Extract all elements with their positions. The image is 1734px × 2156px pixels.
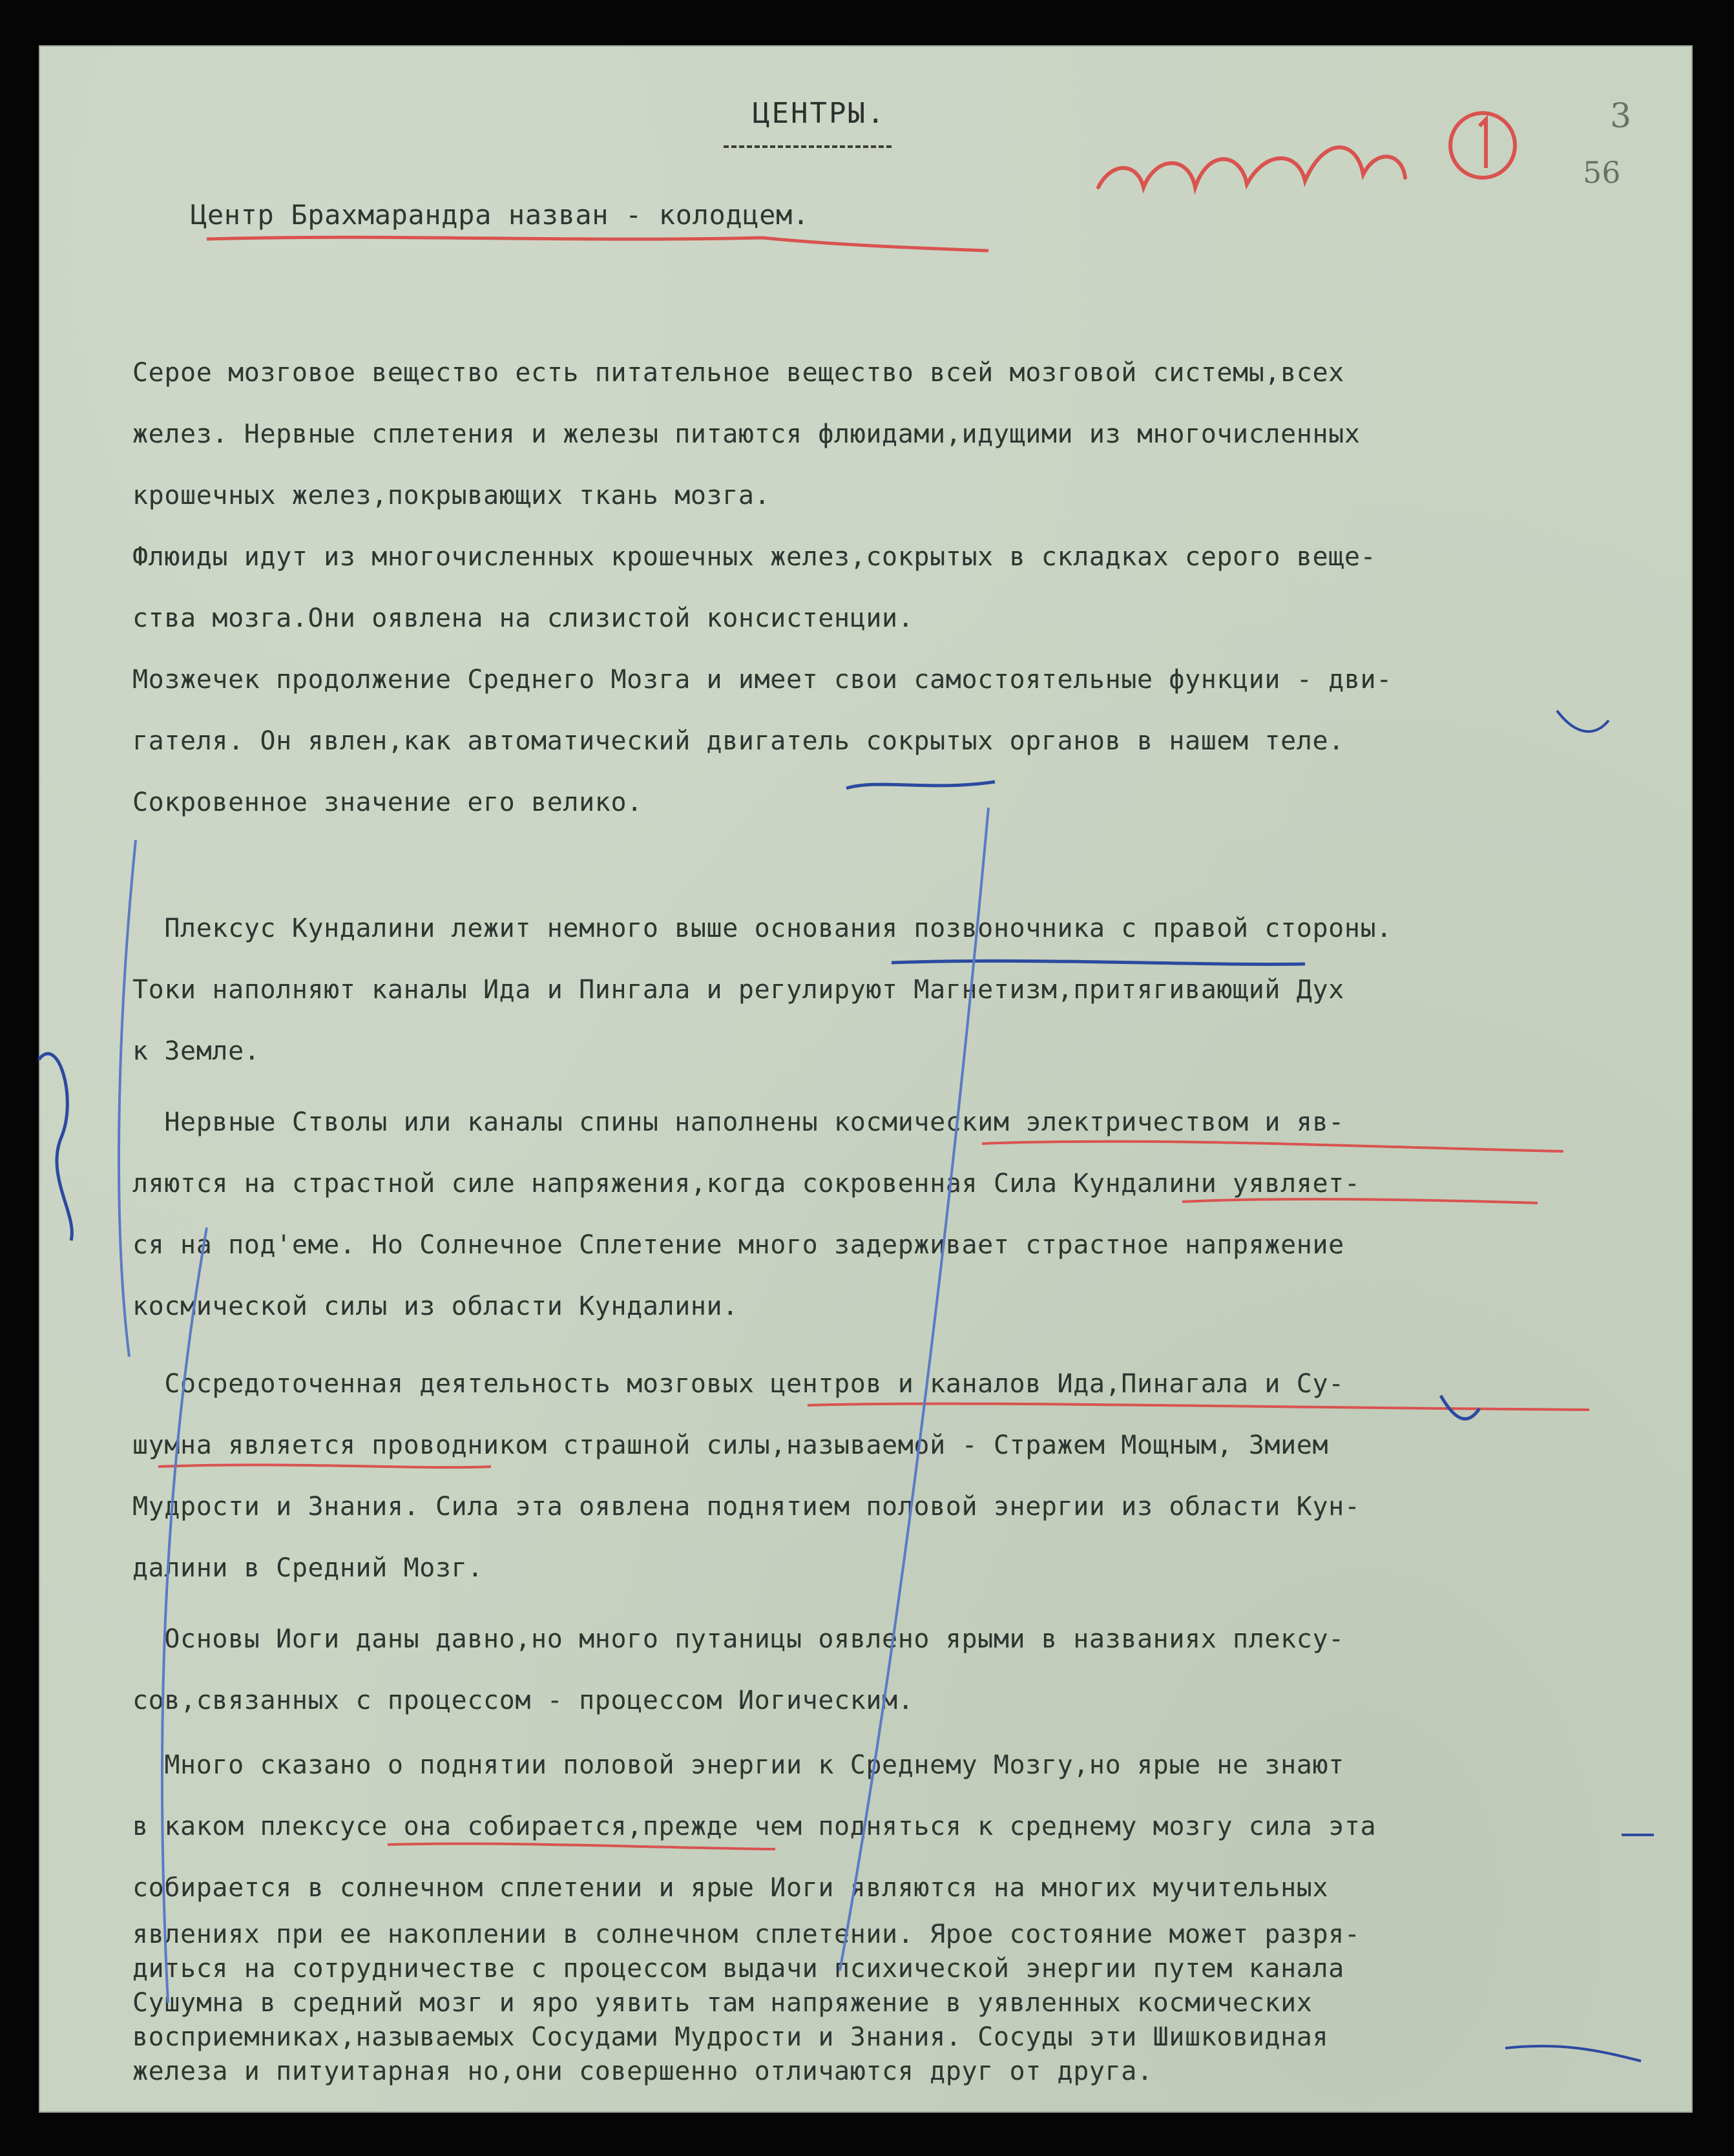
text-line: космической силы из области Кундалини.	[132, 1292, 738, 1321]
text-line: шумна является проводником страшной силы,называемой - Стражем Мощным, Змием	[132, 1430, 1329, 1460]
text-line: Токи наполняют каналы Ида и Пингала и регулируют Магнетизм,притягивающий Дух	[132, 975, 1344, 1005]
text-line: в каком плексусе она собирается,прежде чем подняться к среднему мозгу сила эта	[132, 1812, 1377, 1841]
text-line: ся на под'еме. Но Солнечное Сплетение много задерживает страстное напряжение	[132, 1230, 1344, 1260]
corner-mark: 3	[1610, 97, 1632, 136]
text-line: ства мозга.Они оявлена на слизистой консистенции.	[132, 603, 914, 633]
text-line: Сушумна в средний мозг и яро уявить там напряжение в уявленных космических	[132, 1988, 1313, 2018]
text-line: Сокровенное значение его велико.	[132, 788, 643, 817]
text-line: Плексус Кундалини лежит немного выше основания позвоночника с правой стороны.	[132, 914, 1392, 943]
text-line: ляются на страстной силе напряжения,когда сокровенная Сила Кундалини уявляет-	[132, 1169, 1361, 1198]
text-line: Много сказано о поднятии половой энергии к Среднему Мозгу,но ярые не знают	[132, 1750, 1344, 1780]
text-line: Основы Иоги даны давно,но много путаницы оявлено ярыми в названиях плексу-	[132, 1624, 1344, 1654]
page-title: ЦЕНТРЫ.	[753, 97, 886, 130]
subtitle-line: Центр Брахмарандра назван - колодцем.	[191, 199, 810, 231]
text-line: Флюиды идут из многочисленных крошечных желез,сокрытых в складках серого веще-	[132, 542, 1377, 572]
paragraph-1	[132, 281, 1638, 895]
text-line: Сосредоточенная деятельность мозговых центров и каналов Ида,Пинагала и Су-	[132, 1369, 1344, 1399]
text-line: собирается в солнечном сплетении и ярые Иоги являются на многих мучительных	[132, 1873, 1329, 1903]
text-line: восприемниках,называемых Сосудами Мудрости и Знания. Сосуды эти Шишковидная	[132, 2022, 1329, 2052]
text-line: Нервные Стволы или каналы спины наполнены космическим электричеством и яв-	[132, 1107, 1344, 1137]
title-underline	[724, 145, 892, 148]
text-line: диться на сотрудничестве с процессом выдачи психической энергии путем канала	[132, 1954, 1344, 1983]
text-line: к Земле.	[132, 1036, 260, 1066]
text-line: Серое мозговое вещество есть питательное вещество всей мозговой системы,всех	[132, 358, 1344, 388]
text-line: далини в Средний Мозг.	[132, 1553, 484, 1583]
text-line: желез. Нервные сплетения и железы питаются флюидами,идущими из многочисленных	[132, 419, 1361, 449]
text-line: гателя. Он явлен,как автоматический двигатель сокрытых органов в нашем теле.	[132, 726, 1344, 756]
paragraph-7	[132, 1883, 1638, 2123]
text-line: Мозжечек продолжение Среднего Мозга и имеет свои самостоятельные функции - дви-	[132, 665, 1392, 695]
text-line: сов,связанных с процессом - процессом Иогическим.	[132, 1686, 914, 1715]
page-number: 56	[1583, 155, 1621, 190]
text-line: крошечных желез,покрывающих ткань мозга.	[132, 481, 771, 510]
text-line: Мудрости и Знания. Сила эта оявлена поднятием половой энергии из области Кун-	[132, 1492, 1361, 1522]
text-line: железа и питуитарная но,они совершенно отличаются друг от друга.	[132, 2057, 1153, 2086]
text-line: явлениях при ее накоплении в солнечном сплетении. Ярое состояние может разря-	[132, 1920, 1361, 1949]
